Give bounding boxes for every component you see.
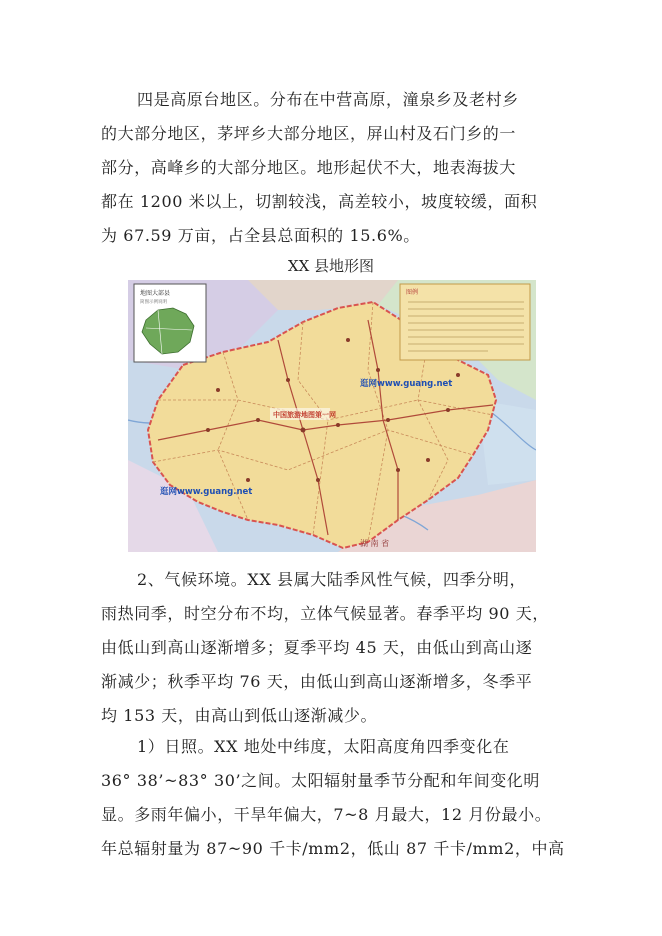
map-graphic [128, 280, 536, 552]
paragraph-climate [101, 563, 563, 733]
legend-title: 图例 [406, 289, 419, 296]
inset-subtitle: 简图示例说明 [140, 300, 167, 305]
paragraph-landform [101, 83, 563, 253]
legend-box [400, 284, 530, 360]
text-line: 1）日照。XX 地处中纬度，太阳高度角四季变化在 [137, 737, 510, 756]
inset-title: 地图大部县 [140, 290, 171, 297]
text-line: 显。多雨年偏小，干旱年偏大，7~8 月最大，12 月份最小。 [101, 805, 552, 824]
watermark-bottom: 逛网www.guang.net [160, 487, 253, 497]
text-line: 渐减少；秋季平均 76 天，由低山到高山逐渐增多，冬季平 [101, 672, 533, 691]
text-line: 由低山到高山逐渐增多；夏季平均 45 天，由低山到高山逐 [101, 638, 533, 657]
paragraph-sunshine [101, 730, 563, 866]
text-line: 为 67.59 万亩，占全县总面积的 15.6%。 [101, 226, 420, 245]
text-line: 2、气候环境。XX 县属大陆季风性气候，四季分明， [137, 570, 527, 589]
county-topographic-map [128, 280, 536, 552]
region-label-south: 湖 南 省 [360, 539, 390, 548]
text-line: 年总辐射量为 87~90 千卡/mm2，低山 87 千卡/mm2，中高 [101, 839, 565, 858]
text-line: 雨热同季，时空分布不均，立体气候显著。春季平均 90 天， [101, 604, 549, 623]
watermark-top: 逛网www.guang.net [360, 379, 453, 389]
text-line: 部分，高峰乡的大部分地区。地形起伏不大，地表海拔大 [101, 158, 517, 177]
text-line: 四是高原台地区。分布在中营高原，潼泉乡及老村乡 [137, 90, 519, 109]
text-line: 都在 1200 米以上，切割较浅，高差较小，坡度较缓，面积 [101, 192, 538, 211]
text-line: 均 153 天，由高山到低山逐渐减少。 [101, 706, 378, 725]
text-line: 的大部分地区，茅坪乡大部分地区，屏山村及石门乡的一 [101, 124, 517, 143]
figure-caption: XX 县地形图 [287, 257, 375, 275]
text-line: 36° 38’~83° 30’之间。太阳辐射量季节分配和年间变化明 [101, 771, 540, 790]
center-label: 中国旅游地图第一网 [273, 411, 336, 419]
inset-map [134, 284, 206, 362]
